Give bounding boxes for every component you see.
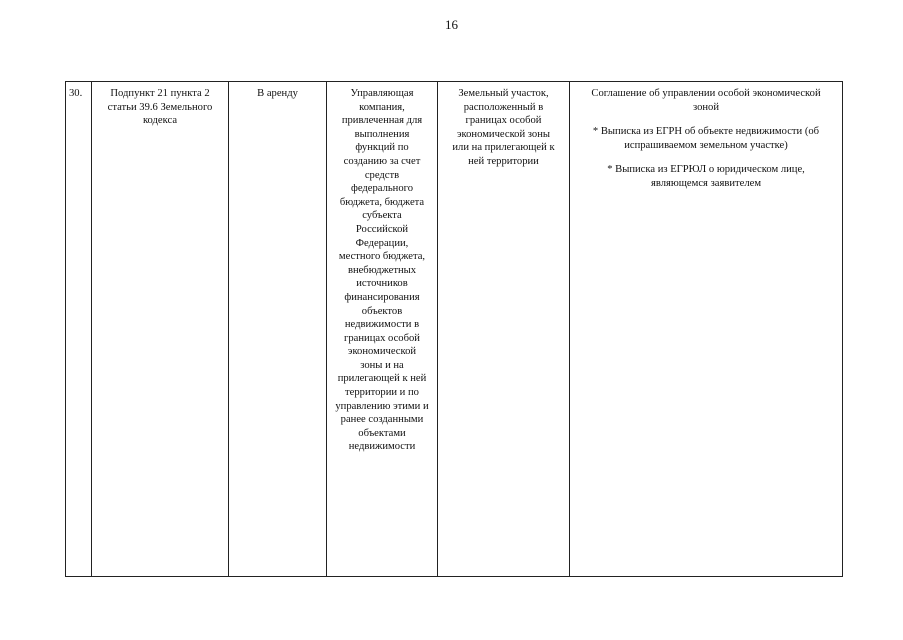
applicant-line: источников <box>356 278 408 290</box>
applicant-line: объектов <box>361 305 403 317</box>
applicant-line: внебюджетных <box>347 264 417 276</box>
land-plot-line: экономической зоны <box>456 128 550 140</box>
legal-basis-cell <box>92 82 229 577</box>
applicant-line: федерального <box>350 183 414 195</box>
lease-type-cell <box>229 82 327 577</box>
row-number: 30. <box>69 88 83 99</box>
applicant-line: экономической <box>347 346 417 358</box>
land-plot-line: Земельный участок, <box>458 88 549 99</box>
land-plot-line: расположенный в <box>463 101 544 113</box>
applicant-line: Управляющая <box>350 88 414 99</box>
land-plot-line: ней территории <box>468 155 539 167</box>
applicant-line: финансирования <box>344 291 420 303</box>
document-table <box>65 81 843 577</box>
agreement-line: Соглашение об управлении особой экономической <box>591 88 821 99</box>
egrn-line: испрашиваемом земельном участке) <box>624 139 788 151</box>
legal-basis-line: кодекса <box>142 115 178 127</box>
legal-basis-line: Подпункт 21 пункта 2 <box>110 88 210 99</box>
applicant-line: привлеченная для <box>341 115 423 127</box>
applicant-line: субъекта <box>362 210 402 222</box>
table-row <box>66 82 843 577</box>
applicant-line: компания, <box>359 101 405 113</box>
applicant-line: недвижимости <box>348 441 416 453</box>
applicant-line: недвижимости в <box>344 319 420 331</box>
land-plot-line: или на прилегающей к <box>452 142 555 154</box>
lease-type: В аренду <box>257 88 298 99</box>
egrn-line: * Выписка из ЕГРН об объекте недвижимости (об <box>592 126 820 138</box>
applicant-line: границах особой <box>344 332 420 344</box>
applicant-line: прилегающей к ней <box>337 373 427 385</box>
applicant-line: Российской <box>355 223 409 235</box>
applicant-line: созданию за счет <box>343 155 421 167</box>
applicant-line: ранее созданными <box>340 414 424 426</box>
documents-cell <box>570 82 843 577</box>
applicant-line: местного бюджета, <box>338 251 426 263</box>
agreement-line: зоной <box>692 101 720 113</box>
egrul-line: являющемся заявителем <box>650 177 762 189</box>
applicant-line: бюджета, бюджета <box>339 196 425 208</box>
applicant-line: функций по <box>355 142 409 154</box>
applicant-line: зоны и на <box>360 359 404 371</box>
applicant-line: средств <box>364 169 400 181</box>
applicant-line: управлению этими и <box>335 400 429 412</box>
land-plot-cell <box>438 82 570 577</box>
land-plot-line: границах особой <box>465 115 542 127</box>
egrn-extract-document <box>574 125 838 152</box>
applicant-line: Федерации, <box>355 237 409 249</box>
row-number-cell <box>66 82 92 577</box>
applicant-line: выполнения <box>354 128 410 140</box>
egrul-line: * Выписка из ЕГРЮЛ о юридическом лице, <box>607 164 805 176</box>
applicant-line: объектами <box>358 427 406 439</box>
applicant-cell <box>327 82 438 577</box>
page-number: 16 <box>445 17 458 32</box>
legal-basis-line: статьи 39.6 Земельного <box>107 101 213 113</box>
applicant-line: территории и по <box>345 387 419 399</box>
agreement-document <box>574 87 838 114</box>
egrul-extract-document <box>574 163 838 190</box>
